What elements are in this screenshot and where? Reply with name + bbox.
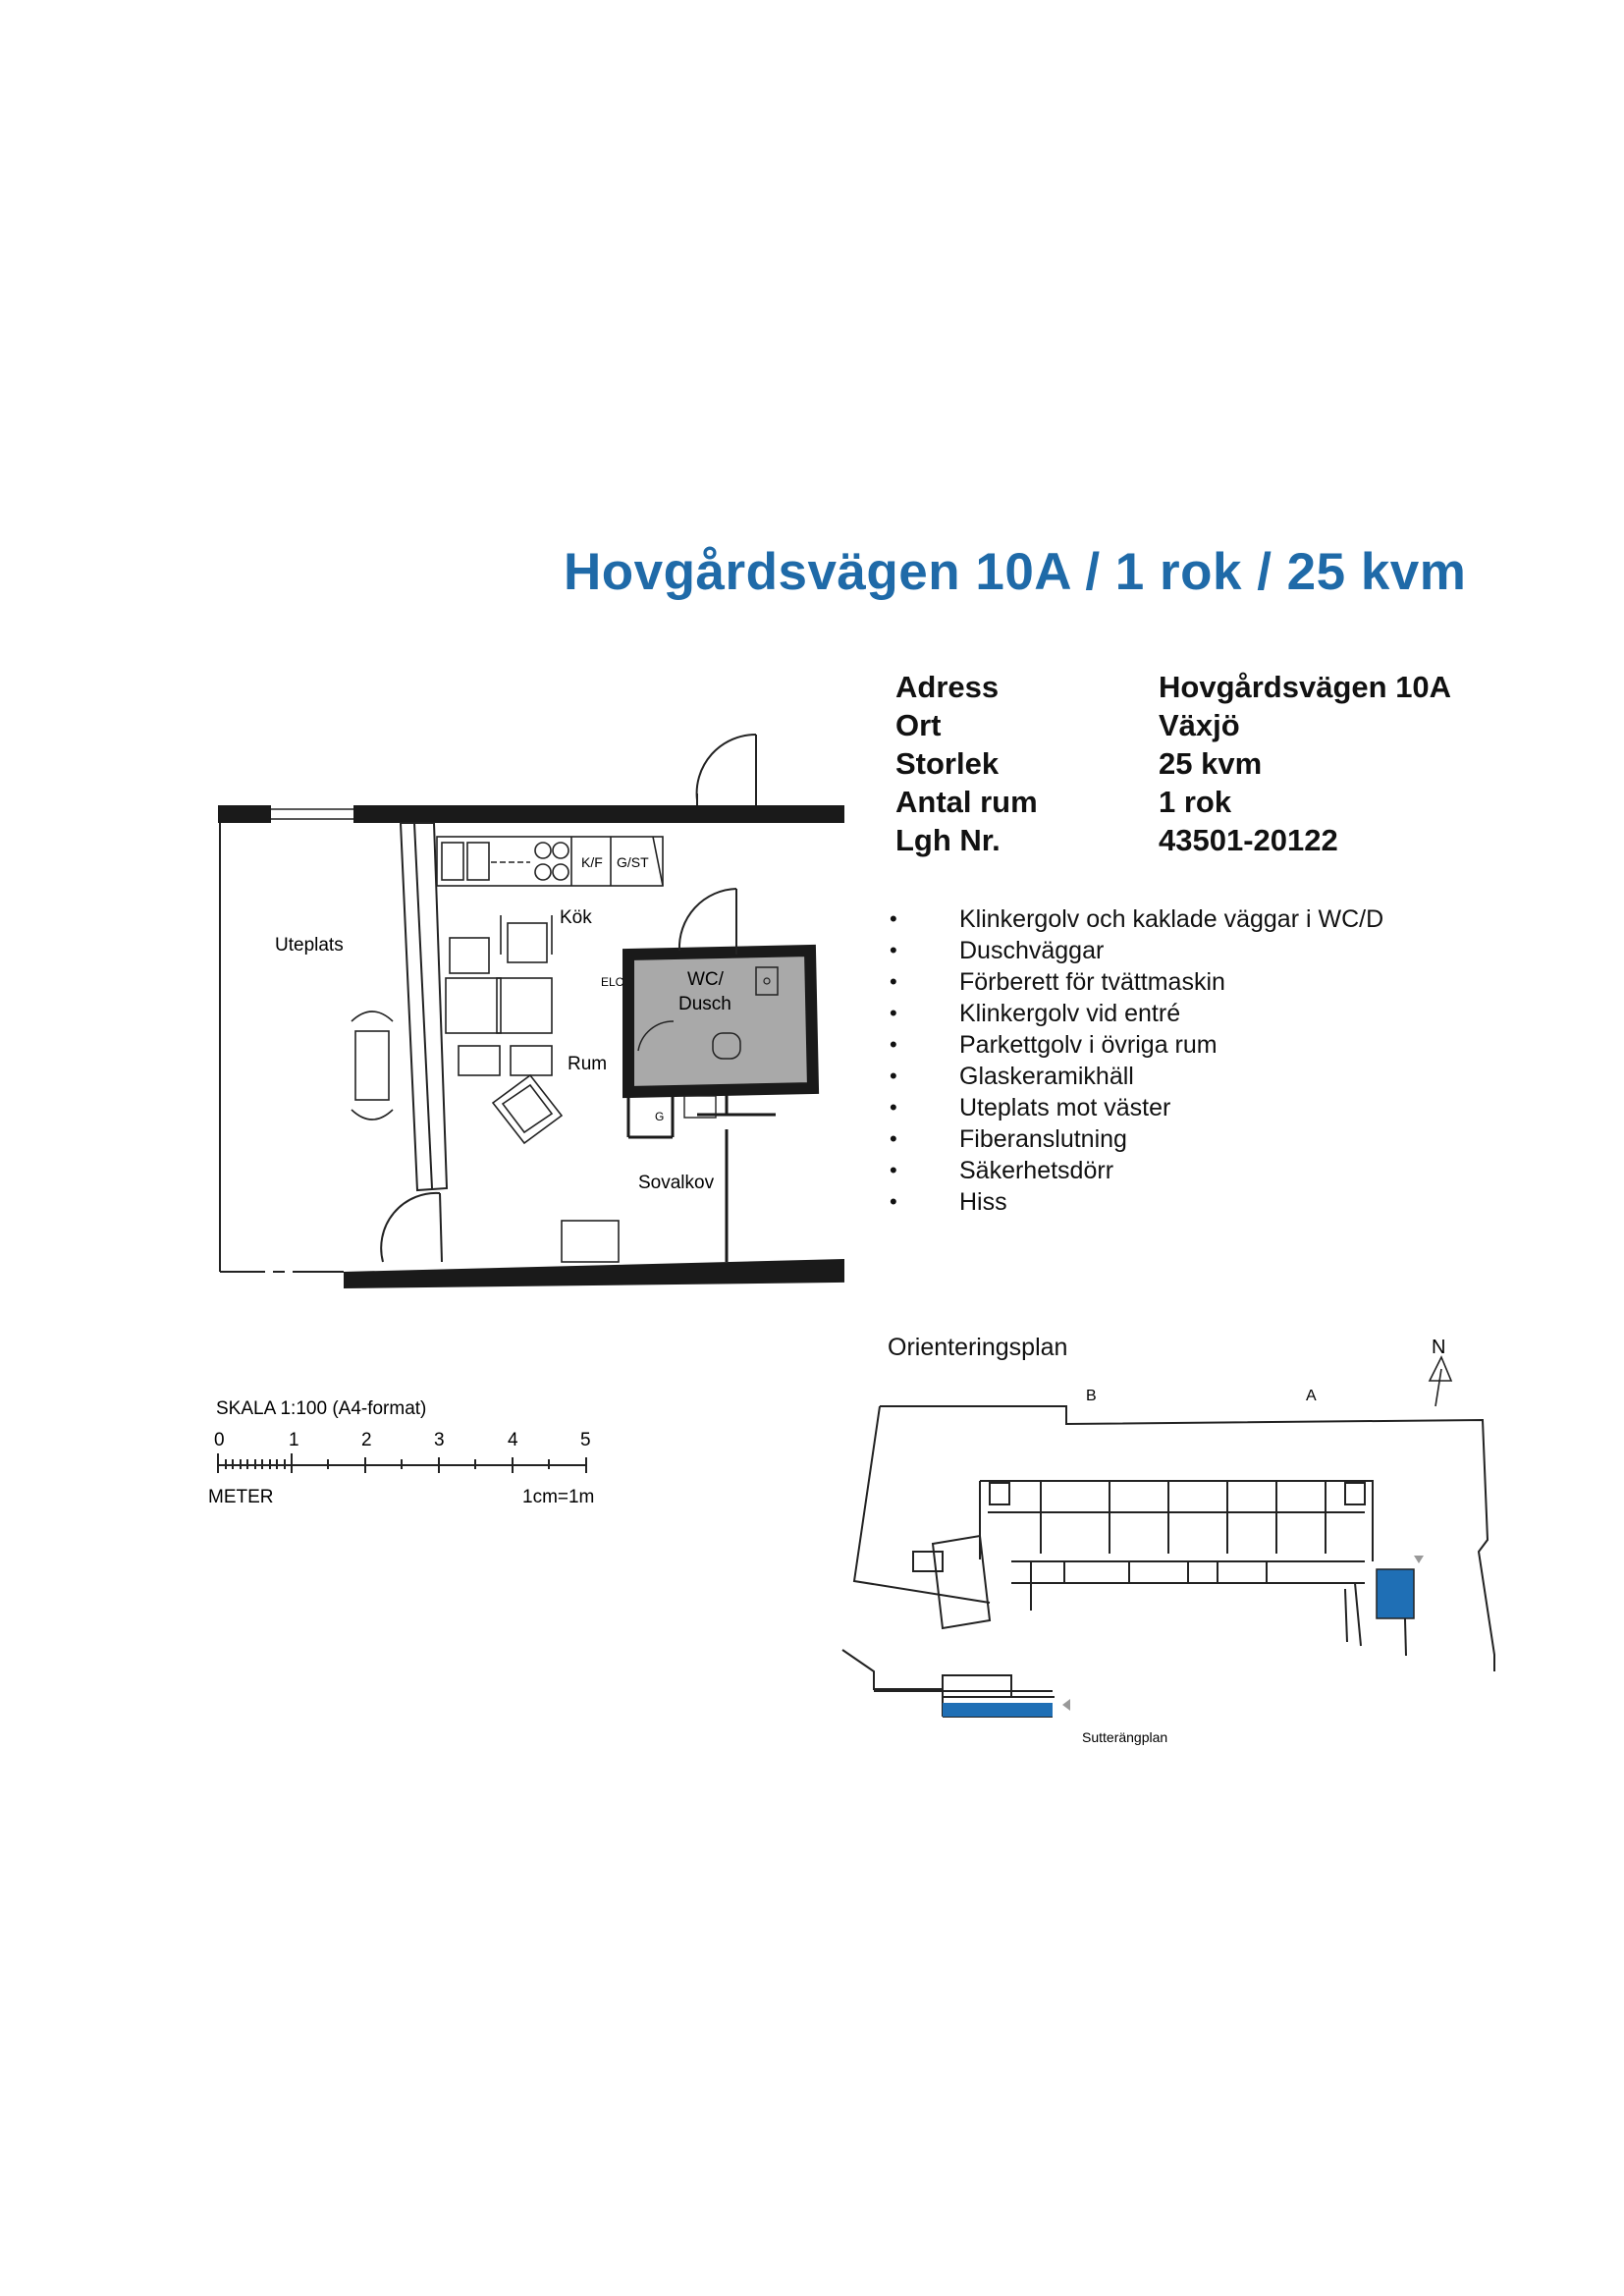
building-block <box>913 1481 1406 1656</box>
orientation-label: Orienteringsplan <box>888 1334 1068 1361</box>
list-item <box>890 1186 1383 1218</box>
patio-door <box>381 1193 442 1262</box>
patio-outline <box>220 820 344 1272</box>
feature-text: Fiberanslutning <box>959 1124 1127 1153</box>
feature-text: Hiss <box>959 1187 1007 1216</box>
entrance-marker-icon <box>1414 1556 1424 1563</box>
scale-tick-label: 5 <box>580 1430 591 1450</box>
bullet-icon: • <box>890 906 897 931</box>
floor-plan <box>206 727 844 1296</box>
feature-text: Klinkergolv vid entré <box>959 999 1181 1027</box>
wc-label: WC/ <box>687 969 724 990</box>
elc-label: ELC <box>601 975 624 989</box>
feature-text: Säkerhetsdörr <box>959 1156 1114 1184</box>
bullet-icon: • <box>890 1001 897 1025</box>
info-row <box>895 821 1451 859</box>
feature-text: Parkettgolv i övriga rum <box>959 1030 1218 1059</box>
armchair <box>493 1075 562 1143</box>
scale-ratio: 1cm=1m <box>522 1487 595 1507</box>
info-value: 25 kvm <box>1159 745 1263 781</box>
scale-ticks <box>214 1430 591 1450</box>
info-key: Lgh Nr. <box>895 822 1001 857</box>
feature-text: Förberett för tvättmaskin <box>959 967 1225 996</box>
info-value: Växjö <box>1159 707 1240 742</box>
north-arrow-icon <box>1430 1357 1451 1406</box>
patio-table <box>352 1011 393 1120</box>
feature-text: Klinkergolv och kaklade väggar i WC/D <box>959 904 1384 933</box>
site-outline-west <box>854 1406 990 1603</box>
scale-tick-label: 3 <box>434 1430 445 1450</box>
feature-text: Duschväggar <box>959 936 1105 964</box>
window <box>271 809 353 819</box>
kok-label: Kök <box>560 907 592 928</box>
bullet-icon: • <box>890 1158 897 1182</box>
bullet-icon: • <box>890 1095 897 1120</box>
bullet-icon: • <box>890 969 897 994</box>
entry-door <box>697 735 756 805</box>
list-item <box>890 903 1383 935</box>
info-value: 1 rok <box>1159 784 1232 819</box>
info-row <box>895 668 1451 706</box>
gst-label: G/ST <box>617 854 649 870</box>
scale-line <box>218 1453 587 1473</box>
list-item <box>890 935 1383 966</box>
scale-tick-label: 1 <box>289 1430 299 1450</box>
scale-bar <box>206 1394 619 1512</box>
dusch-label: Dusch <box>678 994 731 1014</box>
list-item <box>890 1155 1383 1186</box>
scale-tick-label: 4 <box>508 1430 518 1450</box>
g-label: G <box>655 1110 665 1123</box>
feature-text: Glaskeramikhäll <box>959 1062 1134 1090</box>
info-key: Storlek <box>895 745 1000 781</box>
info-key: Antal rum <box>895 784 1038 819</box>
page-title: Hovgårdsvägen 10A / 1 rok / 25 kvm <box>564 543 1467 601</box>
west-glazing <box>401 823 447 1190</box>
bullet-icon: • <box>890 1064 897 1088</box>
bullet-icon: • <box>890 1189 897 1214</box>
list-item <box>890 966 1383 998</box>
info-key: Adress <box>895 669 1000 704</box>
scale-title: SKALA 1:100 (A4-format) <box>216 1398 427 1419</box>
rum-label: Rum <box>568 1054 608 1074</box>
info-key: Ort <box>895 707 942 742</box>
building-a-label: A <box>1306 1388 1317 1404</box>
info-value: Hovgårdsvägen 10A <box>1159 669 1452 704</box>
scale-tick-label: 2 <box>361 1430 372 1450</box>
orientation-plan <box>835 1326 1532 1768</box>
info-row <box>895 744 1451 783</box>
info-row <box>895 706 1451 744</box>
building-b-label: B <box>1086 1388 1097 1404</box>
site-outline <box>880 1406 1494 1671</box>
desk <box>562 1221 619 1262</box>
list-item <box>890 1029 1383 1061</box>
dining-set <box>446 915 552 1075</box>
unit-highlight <box>1377 1569 1414 1618</box>
info-row <box>895 783 1451 821</box>
wc-door <box>679 889 736 955</box>
kf-label: K/F <box>581 854 603 870</box>
apartment-info <box>895 668 1451 859</box>
sovalkov-label: Sovalkov <box>638 1173 715 1193</box>
bullet-icon: • <box>890 938 897 962</box>
bullet-icon: • <box>890 1032 897 1057</box>
bullet-icon: • <box>890 1126 897 1151</box>
sutterang-entrance-icon <box>1062 1699 1070 1711</box>
uteplats-label: Uteplats <box>275 935 344 956</box>
scale-tick-label: 0 <box>214 1430 225 1450</box>
feature-list <box>890 903 1383 1218</box>
list-item <box>890 1092 1383 1123</box>
list-item <box>890 998 1383 1029</box>
scale-unit: METER <box>208 1487 274 1507</box>
list-item <box>890 1123 1383 1155</box>
info-value: 43501-20122 <box>1159 822 1338 857</box>
list-item <box>890 1061 1383 1092</box>
feature-text: Uteplats mot väster <box>959 1093 1171 1121</box>
sutterang-label: Sutterängplan <box>1082 1729 1168 1745</box>
north-label: N <box>1432 1337 1446 1358</box>
sutterang-highlight <box>943 1703 1053 1717</box>
